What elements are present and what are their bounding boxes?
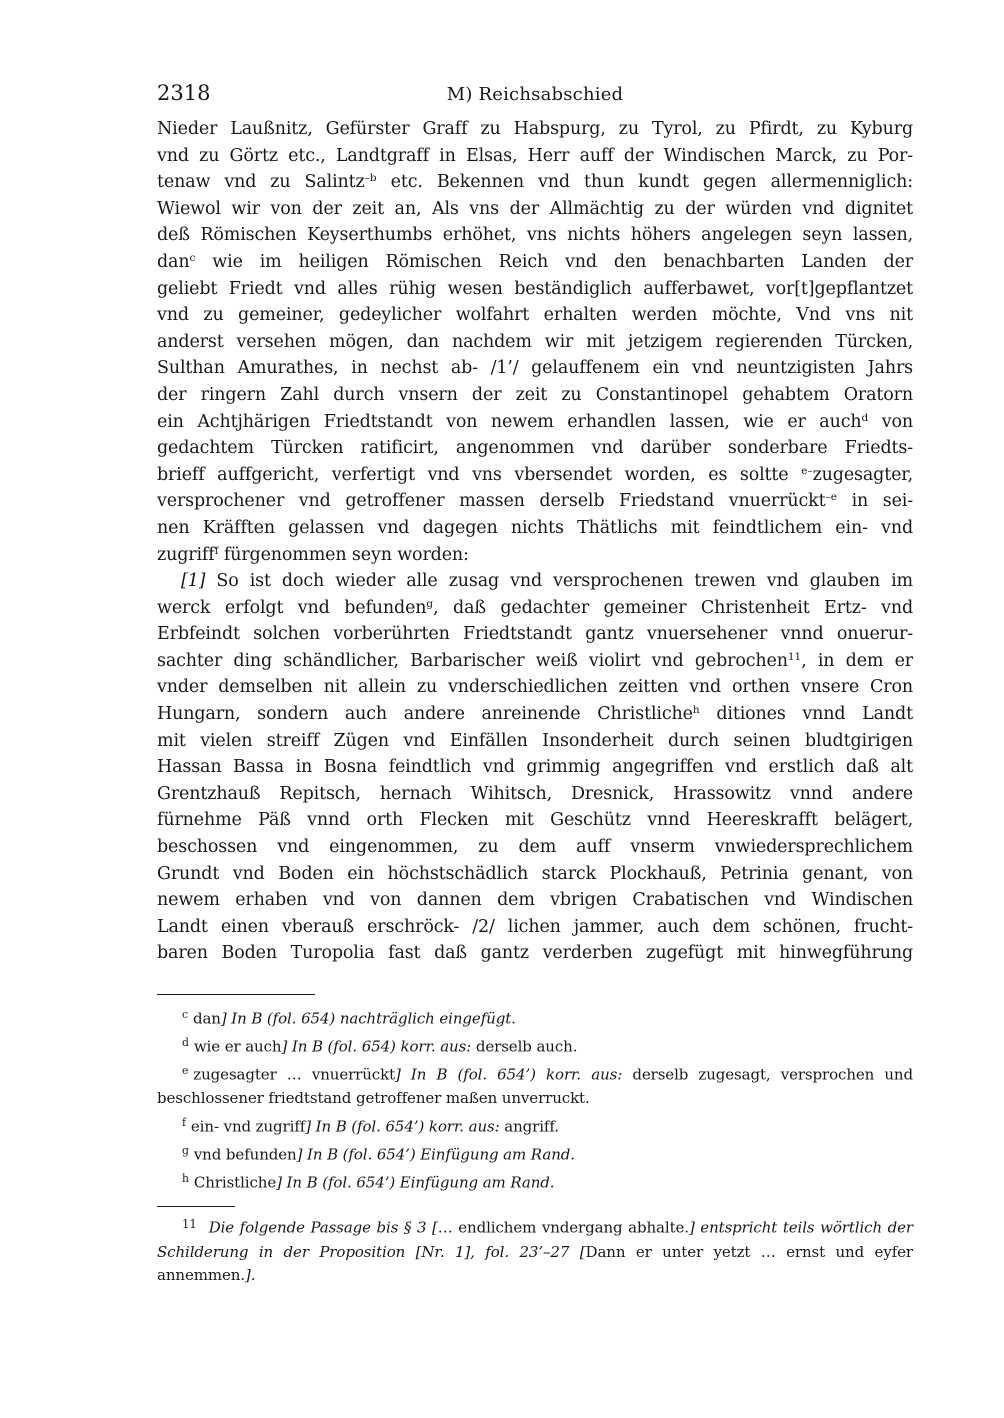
text-segment: ein- vnd zugriff [190,1117,306,1136]
text-segment: in sei- [836,491,914,512]
numbered-footnote [157,1213,913,1288]
text-segment: geliebt Friedt vnd alles rühig wesen beständiglich aufferbawet, vor[t]gepflantzet [157,278,913,299]
apparatus-entry [157,1031,913,1059]
text-segment: ] In B (fol. 654’) korr. aus: [395,1065,623,1084]
text-line [157,116,913,143]
text-segment: Hungarn, sondern auch andere anreinende Christliche [157,704,693,725]
text-segment: tenaw vnd zu Salintz [157,172,365,193]
text-line [157,621,913,648]
text-line [157,834,913,861]
apparatus-letter: h [182,1172,189,1186]
page-number: 2318 [157,81,211,105]
text-segment: Die folgende Passage bis § 3 [ [208,1218,438,1237]
footnote-marker: g [426,597,434,610]
text-segment: Sulthan Amurathes, in nechst ab- /1’/ gelauffenem ein vnd neuntzigisten Jahrs [157,358,913,379]
text-segment: vnd zu Görtz etc., Landtgraff in Elsas, Herr auff der Windischen Marck, zu Por- [157,145,913,166]
text-segment: ] In B (fol. 654’) korr. aus: [305,1117,500,1136]
text-line [157,674,913,701]
text-segment: Landt einen vberauß erschröck- /2/ lichen jammer, auch dem schönen, frucht- [157,916,913,937]
text-line [157,409,913,436]
text-segment: vnd zu gemeiner, gedeylicher wolfahrt erhalten werden möchte, Vnd vns nit [157,305,913,326]
text-line [157,542,913,569]
text-line [157,143,913,170]
text-segment: Erbfeindt solchen vorberührten Friedtstandt gantz vnuersehener vnnd onuerur- [157,624,913,645]
text-segment: zugriff [157,544,215,565]
text-segment: Grundt vnd Boden ein höchstschädlich starck Plockhauß, Petrinia genant, von [157,863,913,884]
text-segment: etc. Bekennen vnd thun kundt gegen allermenniglich: [376,172,913,193]
text-line [157,382,913,409]
text-line [157,940,913,967]
critical-apparatus [157,1003,913,1195]
running-head: M) Reichsabschied [446,84,624,105]
apparatus-letter: e [182,1064,189,1078]
text-segment: versprochener vnd getroffener massen derselb Friedstand vnuerrückt [157,491,826,512]
text-segment: ] In B (fol. 654’) Einfügung am Rand. [296,1145,575,1164]
apparatus-letter: c [182,1008,188,1021]
apparatus-letter: g [182,1144,189,1158]
text-segment: angriff. [499,1117,559,1136]
text-line [157,302,913,329]
text-line [157,754,913,781]
text-segment: anderst versehen mögen, dan nachdem wir mit jetzigem regierenden Türcken, [157,331,913,352]
text-segment: ] In B (fol. 654) korr. aus: [281,1037,472,1056]
text-segment: wie im heiligen Römischen Reich vnd den benachbarten Landen der [195,251,913,272]
main-text [157,116,913,967]
text-segment: baren Boden Turopolia fast daß gantz verderben zugefügt mit hinwegführung [157,943,913,964]
footnote-marker: e– [801,464,813,477]
text-line [157,781,913,808]
page-header [157,80,913,107]
text-segment: vnd befunden [193,1145,297,1164]
text-segment: zugesagter, [812,464,913,485]
apparatus-entry [157,1059,913,1111]
text-segment: dan [157,251,190,272]
footnote-marker: h [692,704,700,717]
text-line [157,861,913,888]
text-segment: So ist doch wieder alle zusag vnd versprochenen trewen vnd glauben im [205,571,913,592]
text-segment: nen Kräfften gelassen vnd dagegen nichts Thätlichs mit feindtlichem ein- vnd [157,517,913,538]
text-segment: Christliche [193,1173,277,1192]
footnote-separator-rule [157,1206,235,1207]
text-line [157,568,913,595]
text-segment: [1] [181,571,206,592]
text-block [157,80,913,1288]
apparatus-separator-rule [157,994,315,995]
apparatus-entry [157,1167,913,1195]
text-segment: werck erfolgt vnd befunden [157,597,427,618]
text-line [157,222,913,249]
text-segment: Hassan Bassa in Bosna feindtlich vnd grimmig angegriffen vnd erstlich daß alt [157,757,913,778]
text-segment: Grentzhauß Repitsch, hernach Wihitsch, Dresnick, Hrassowitz vnnd andere [157,783,913,804]
text-line [157,435,913,462]
text-line [157,515,913,542]
footnote-marker: c [189,252,196,265]
text-line [157,914,913,941]
footnote-marker: 11 [787,651,802,664]
footnote-entry [157,1213,913,1288]
footnote-marker: f [214,544,219,557]
text-line [157,648,913,675]
apparatus-entry [157,1139,913,1167]
text-segment: gedachtem Türcken ratificirt, angenommen vnd darüber sonderbare Friedts- [157,438,913,459]
text-segment: fürgenommen seyn worden: [218,544,469,565]
text-segment: , daß gedachter gemeiner Christenheit Ertz- vnd [433,597,913,618]
text-segment: , in dem er [801,650,914,671]
text-segment: zugesagter … vnuerrückt [193,1065,396,1084]
text-segment: ] entspricht teils wörtlich der Schilderung in der Proposition [Nr. 1], fol. 23’–27 [ [157,1218,913,1261]
text-segment: ]. [245,1266,256,1285]
text-line [157,728,913,755]
text-segment: … endlichem vndergang abhalte. [437,1218,689,1237]
text-segment: vnder demselben nit allein zu vnderschiedlichen zeitten vnd orthen vnsere Cron [157,677,913,698]
apparatus-entry [157,1003,913,1031]
text-segment: newem erhaben vnd von dannen dem vbrigen Crabatischen vnd Windischen [157,890,913,911]
text-line [157,462,913,489]
text-segment: Wiewol wir von der zeit an, Als vns der Allmächtig zu der würden vnd dignitet [157,198,913,219]
text-segment: derselb auch. [471,1037,578,1056]
text-segment: wie er auch [193,1037,282,1056]
text-line [157,276,913,303]
text-line [157,701,913,728]
footnote-marker: –b [364,172,377,185]
text-line [157,887,913,914]
text-line [157,249,913,276]
text-line [157,595,913,622]
footnote-marker: –e [825,491,837,504]
apparatus-entry [157,1111,913,1139]
text-segment: ditiones vnnd Landt [699,704,913,725]
text-segment: deß Römischen Keyserthumbs erhöhet, vns nichts höhers angelegen seyn lassen, [157,225,913,246]
text-segment: sachter ding schändlicher, Barbarischer weiß violirt vnd gebrochen [157,650,788,671]
text-segment: Dann er unter yetzt … ernst und eyfer annemmen. [157,1242,913,1285]
text-segment: ] In B (fol. 654’) Einfügung am Rand. [276,1173,555,1192]
text-segment: ein Achtjhärigen Friedtstandt von newem erhandlen lassen, wie er auch [157,411,862,432]
text-segment: ] In B (fol. 654) nachträglich eingefügt. [220,1009,516,1028]
text-line [157,169,913,196]
text-segment: Nieder Laußnitz, Gefürster Graff zu Habspurg, zu Tyrol, zu Pfirdt, zu Kyburg [157,119,913,139]
text-line [157,488,913,515]
text-segment: derselb zugesagt, versprochen und beschlossener friedtstand getroffener maßen unverruckt. [157,1065,913,1108]
text-line [157,196,913,223]
footnote-marker: d [861,411,869,424]
text-segment: von [868,411,913,432]
text-segment: der ringern Zahl durch vnsern der zeit zu Constantinopel gehabtem Oratorn [157,384,913,405]
apparatus-letter: f [182,1115,186,1129]
text-segment: beschossen vnd eingenommen, zu dem auff vnserm vnwiedersprechlichem [157,837,913,858]
text-segment: fürnehme Päß vnnd orth Flecken mit Geschütz vnnd Heereskrafft belägert, [157,810,913,831]
text-segment: brieff auffgericht, verfertigt vnd vns vbersendet worden, es soltte [157,464,802,485]
text-line [157,807,913,834]
footnote-number: 11 [182,1217,197,1232]
text-segment: mit vielen streiff Zügen vnd Einfällen Insonderheit durch seinen bludtgirigen [157,730,913,751]
apparatus-letter: d [182,1036,189,1050]
text-line [157,329,913,356]
text-line [157,355,913,382]
text-segment: dan [192,1009,221,1028]
